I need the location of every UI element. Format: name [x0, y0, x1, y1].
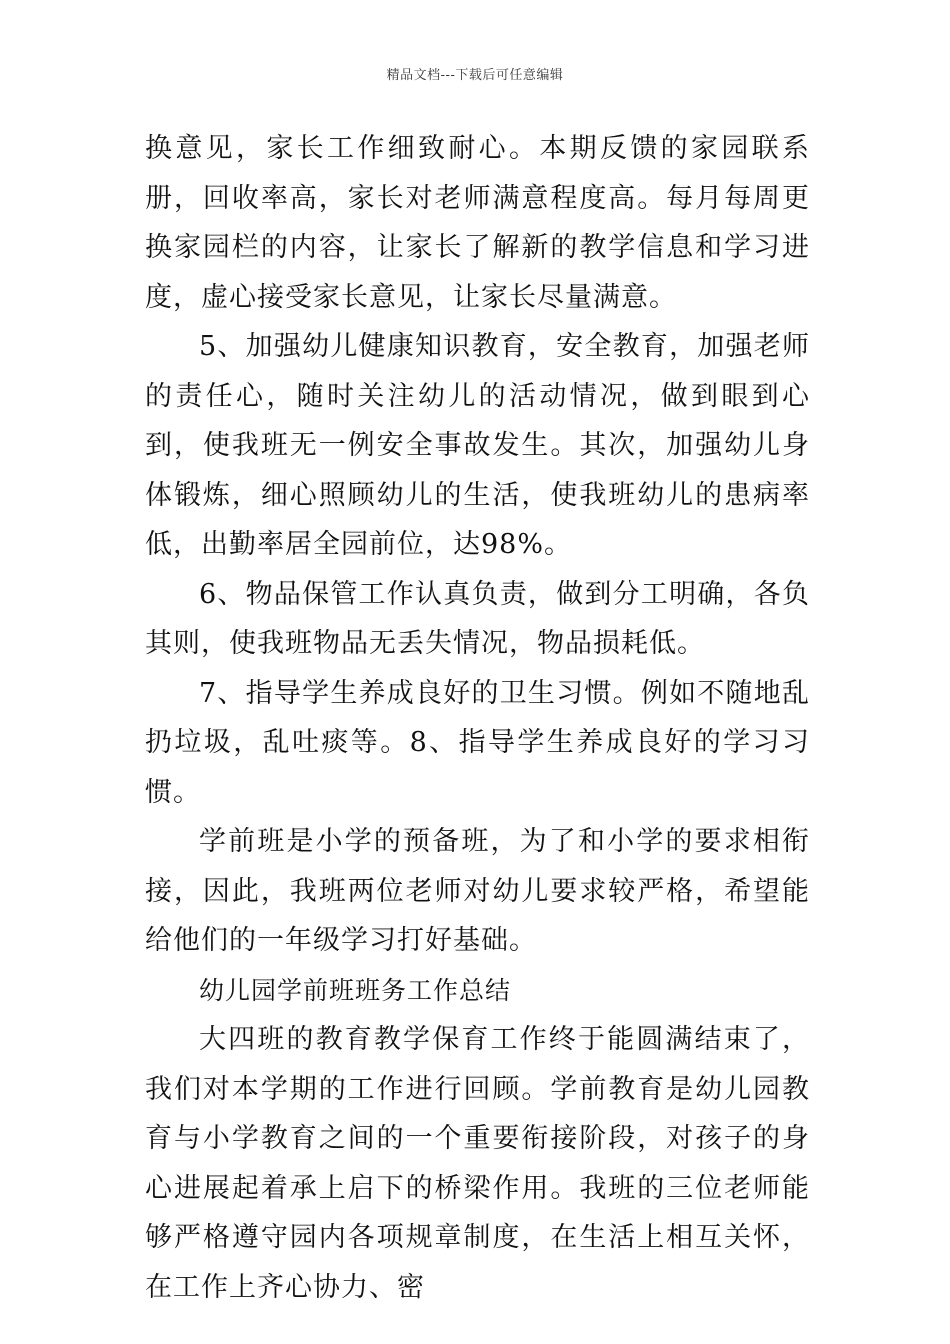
paragraph-item-5: 5、加强幼儿健康知识教育，安全教育，加强老师的责任心，随时关注幼儿的活动情况，做到眼到心到，使我班无一例安全事故发生。其次，加强幼儿身体锻炼，细心照顾幼儿的生活，使我班幼儿的患病率低，出勤率居全园前位，达98%。	[145, 331, 810, 560]
document-body	[145, 124, 810, 1312]
document-header: 精品文档---下载后可任意编辑	[386, 68, 564, 83]
paragraph-preschool: 学前班是小学的预备班，为了和小学的要求相衔接，因此，我班两位老师对幼儿要求较严格，希望能给他们的一年级学习打好基础。	[145, 826, 810, 956]
paragraph-continuation: 换意见，家长工作细致耐心。本期反馈的家园联系册，回收率高，家长对老师满意程度高。每月每周更换家园栏的内容，让家长了解新的教学信息和学习进度，虚心接受家长意见，让家长尽量满意。	[145, 133, 810, 313]
paragraph-item-6: 6、物品保管工作认真负责，做到分工明确，各负其则，使我班物品无丢失情况，物品损耗低。	[145, 578, 810, 659]
paragraph-item-7: 7、指导学生养成良好的卫生习惯。例如不随地乱扔垃圾，乱吐痰等。8、指导学生养成良好的学习习惯。	[145, 677, 810, 808]
section-title: 幼儿园学前班班务工作总结	[199, 975, 512, 1005]
paragraph-summary: 大四班的教育教学保育工作终于能圆满结束了，我们对本学期的工作进行回顾。学前教育是幼儿园教育与小学教育之间的一个重要衔接阶段，对孩子的身心进展起着承上启下的桥梁作用。我班的三位老师能够严格遵守园内各项规章制度，在生活上相互关怀，在工作上齐心协力、密	[145, 1024, 810, 1303]
